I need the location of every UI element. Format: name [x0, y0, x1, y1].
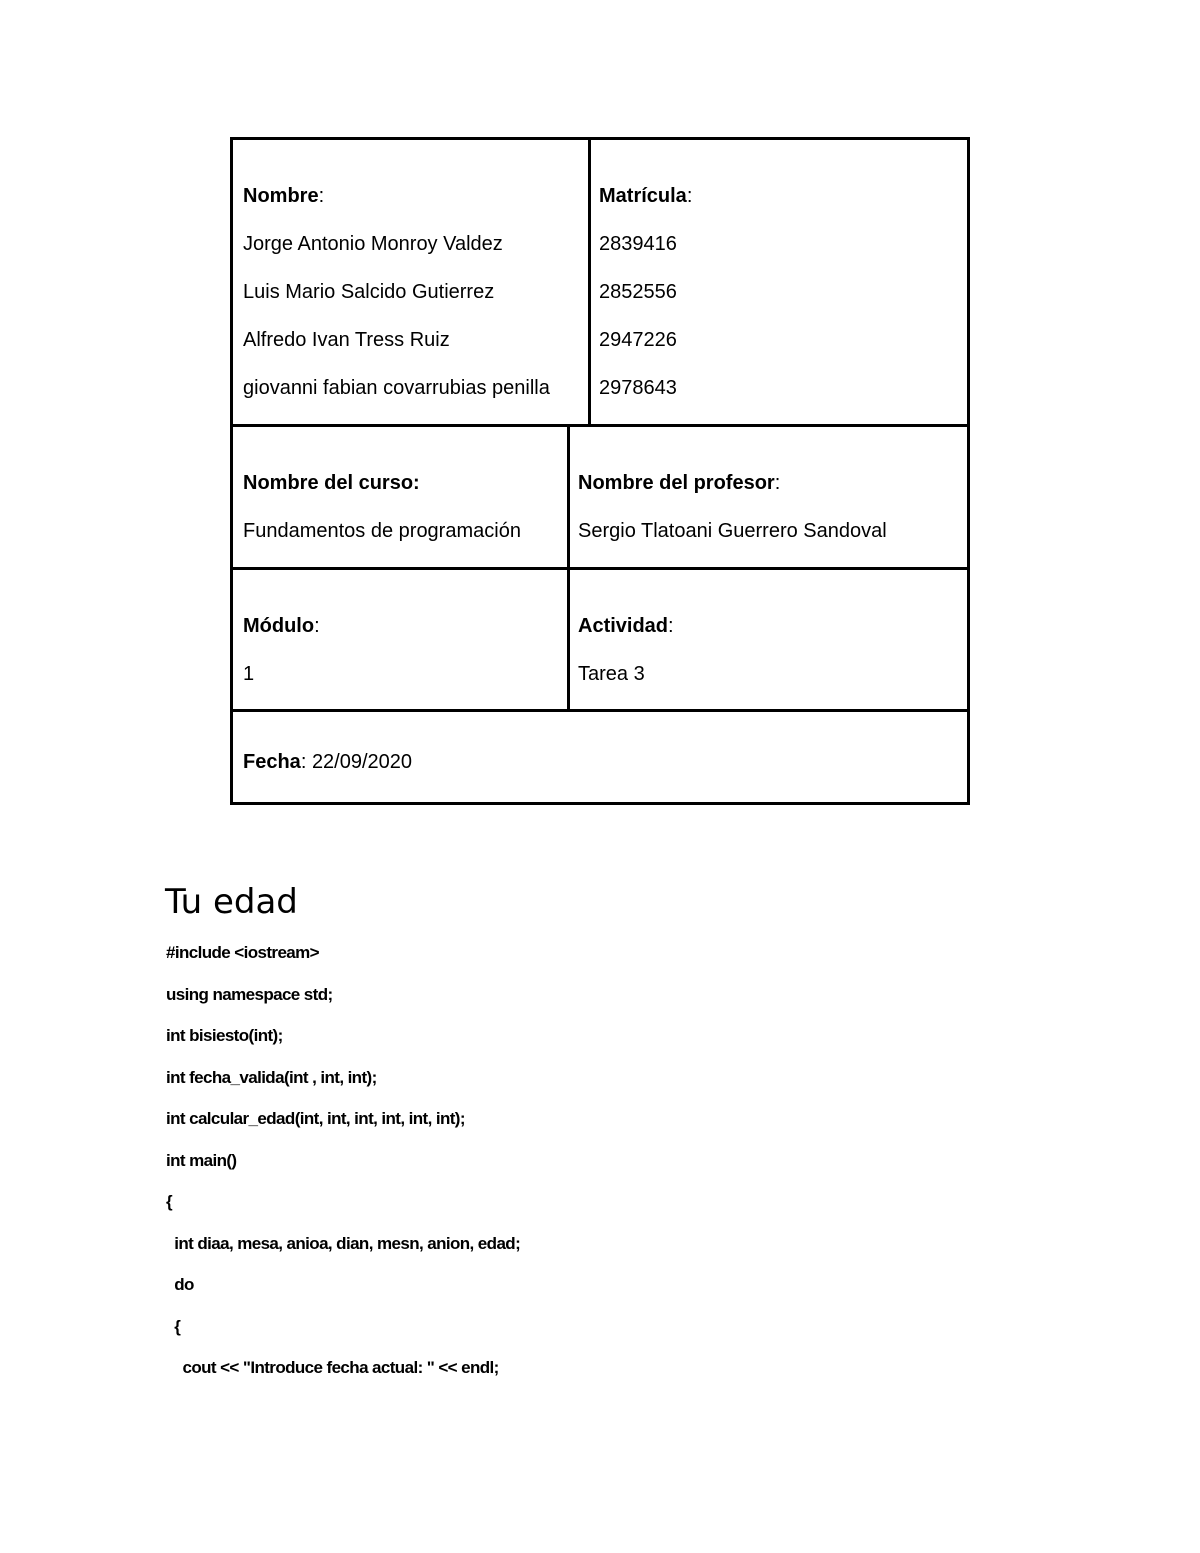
fecha-colon: :	[300, 751, 307, 773]
actividad-colon: :	[668, 615, 674, 637]
code-line: int fecha_valida(int , int, int);	[166, 1067, 377, 1087]
student-name: Luis Mario Salcido Gutierrez	[243, 281, 495, 303]
modulo-value: 1	[243, 663, 255, 685]
code-line: cout << "Introduce fecha actual: " << endl;	[166, 1358, 499, 1377]
matricula-cell	[588, 137, 970, 427]
nombre-cell	[230, 137, 591, 427]
profesor-colon: :	[774, 472, 781, 494]
matricula-heading	[599, 172, 957, 220]
curso-cell	[230, 424, 570, 570]
profesor-cell	[567, 424, 970, 570]
profesor-value: Sergio Tlatoani Guerrero Sandoval	[578, 520, 887, 542]
fecha-value: 22/09/2020	[311, 751, 413, 773]
student-id: 2978643	[599, 377, 677, 399]
section-title: Tu edad	[165, 882, 298, 922]
modulo-cell	[230, 567, 570, 712]
actividad-label: Actividad	[578, 615, 669, 637]
code-line: {	[166, 1316, 181, 1336]
modulo-label: Módulo	[243, 615, 315, 637]
fecha-cell	[230, 709, 970, 805]
nombre-label: Nombre	[243, 185, 319, 207]
matricula-colon: :	[686, 185, 693, 207]
student-id: 2852556	[599, 281, 677, 303]
nombre-heading	[243, 172, 578, 220]
actividad-cell	[567, 567, 970, 712]
code-line: {	[166, 1192, 173, 1211]
student-id: 2839416	[599, 233, 677, 255]
code-line: int diaa, mesa, anioa, dian, mesn, anion, edad;	[166, 1233, 521, 1253]
actividad-heading	[578, 602, 957, 650]
actividad-value: Tarea 3	[578, 663, 645, 685]
fecha-line	[243, 738, 957, 786]
modulo-heading	[243, 602, 557, 650]
code-line: int bisiesto(int);	[166, 1026, 283, 1045]
code-listing	[166, 932, 520, 1389]
curso-label: Nombre del curso:	[243, 472, 420, 494]
code-line: int main()	[166, 1150, 237, 1170]
code-line: int calcular_edad(int, int, int, int, int, int);	[166, 1109, 465, 1128]
student-id: 2947226	[599, 329, 677, 351]
nombre-colon: :	[318, 185, 325, 207]
code-line: do	[166, 1275, 194, 1294]
matricula-label: Matrícula	[599, 185, 687, 207]
profesor-heading	[578, 459, 957, 507]
student-name: Alfredo Ivan Tress Ruiz	[243, 329, 450, 351]
profesor-label: Nombre del profesor	[578, 472, 775, 494]
curso-value: Fundamentos de programación	[243, 520, 521, 542]
code-line: #include <iostream>	[166, 943, 320, 962]
code-line: using namespace std;	[166, 984, 333, 1004]
modulo-colon: :	[314, 615, 320, 637]
student-name: giovanni fabian covarrubias penilla	[243, 377, 550, 399]
fecha-label: Fecha	[243, 751, 301, 773]
student-name: Jorge Antonio Monroy Valdez	[243, 233, 503, 255]
